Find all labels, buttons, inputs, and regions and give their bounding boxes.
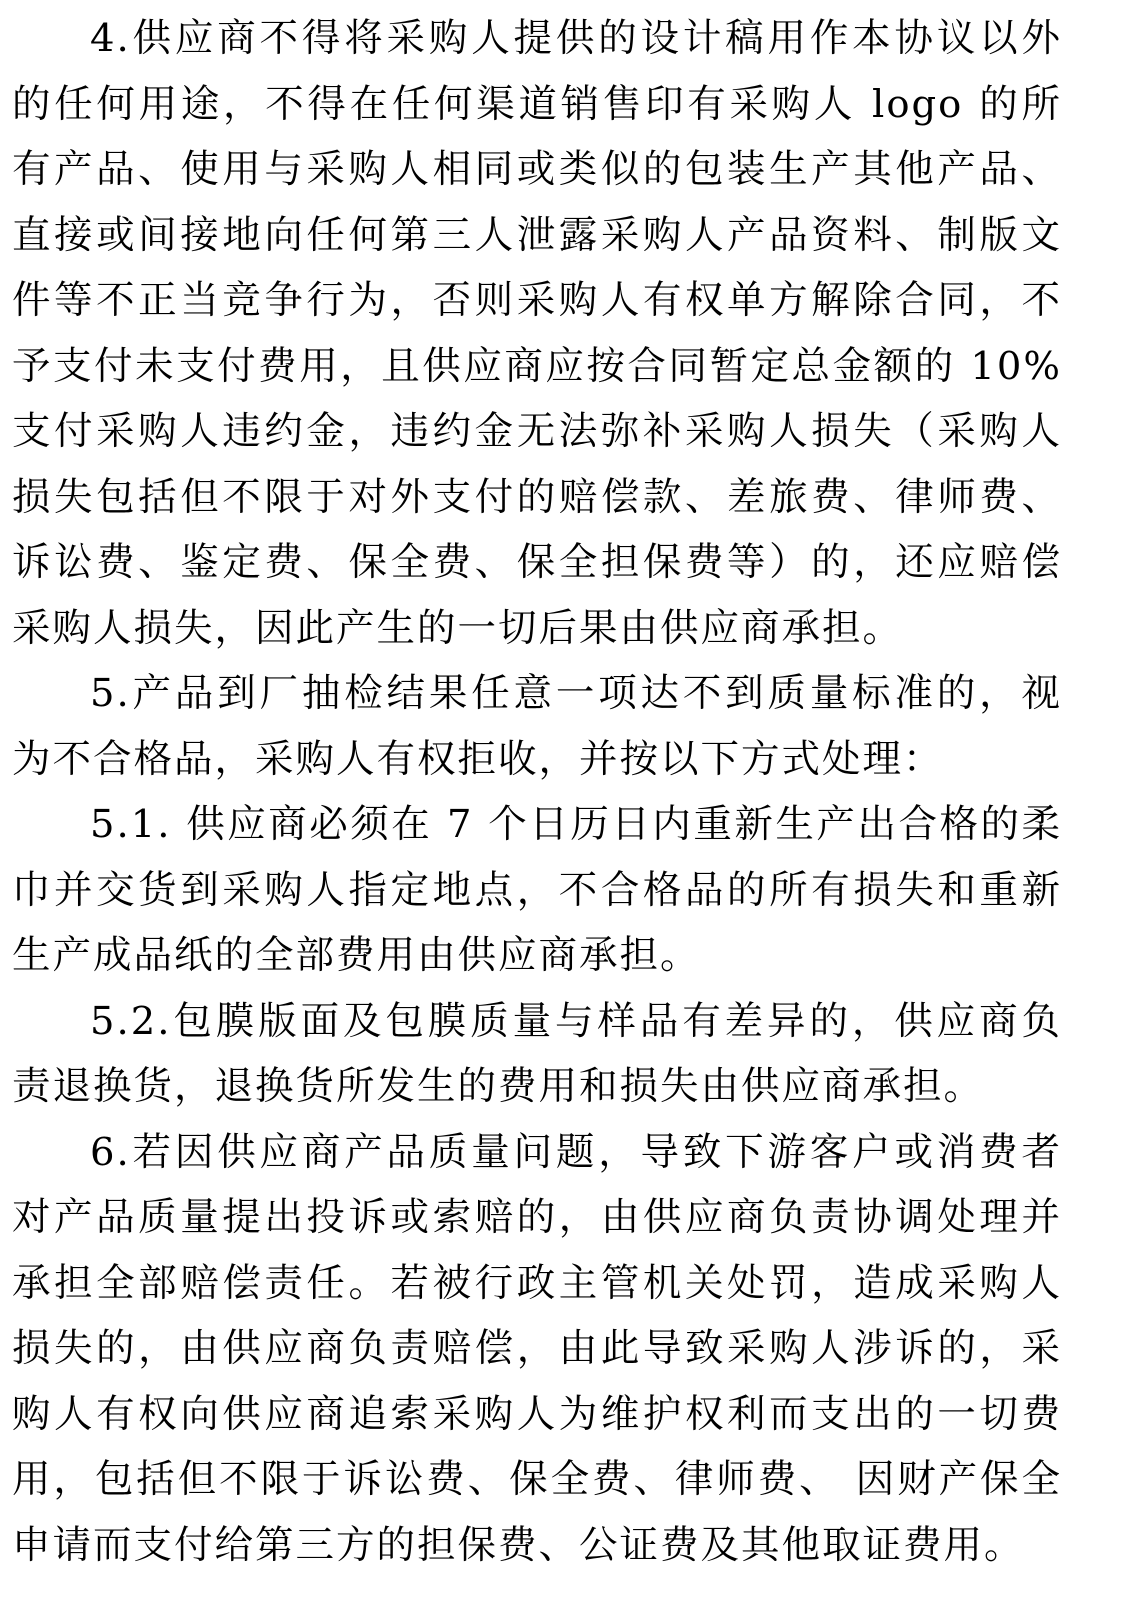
clause-5-2-paragraph: 5.2.包膜版面及包膜质量与样品有差异的，供应商负责退换货，退换货所发生的费用和损失由供应商承担。 [12,998,1062,1109]
document-page [12,6,1062,1578]
clause-5-paragraph: 5.产品到厂抽检结果任意一项达不到质量标准的，视为不合格品，采购人有权拒收，并按以下方式处理： [12,671,1062,782]
clause-4-paragraph: 4.供应商不得将采购人提供的设计稿用作本协议以外的任何用途，不得在任何渠道销售印有采购人 logo 的所有产品、使用与采购人相同或类似的包装生产其他产品、直接或间接地向任何第三人泄露采购人产品资料、制版文件等不正当竞争行为，否则采购人有权单方解除合同，不予支付未支付费用，且供应商应按合同暂定总金额的 10%支付采购人违约金，违约金无法弥补采购人损失（采购人损失包括但不限于对外支付的赔偿款、差旅费、律师费、诉讼费、鉴定费、保全费、保全担保费等）的，还应赔偿采购人损失，因此产生的一切后果由供应商承担。 [12,16,1062,651]
clause-5-1-paragraph: 5.1. 供应商必须在 7 个日历日内重新生产出合格的柔巾并交货到采购人指定地点，不合格品的所有损失和重新生产成品纸的全部费用由供应商承担。 [12,802,1062,978]
clause-6-paragraph: 6.若因供应商产品质量问题，导致下游客户或消费者对产品质量提出投诉或索赔的，由供应商负责协调处理并承担全部赔偿责任。若被行政主管机关处罚，造成采购人损失的，由供应商负责赔偿，由此导致采购人涉诉的，采购人有权向供应商追索采购人为维护权利而支出的一切费用，包括但不限于诉讼费、保全费、律师费、 因财产保全申请而支付给第三方的担保费、公证费及其他取证费用。 [12,1129,1062,1568]
